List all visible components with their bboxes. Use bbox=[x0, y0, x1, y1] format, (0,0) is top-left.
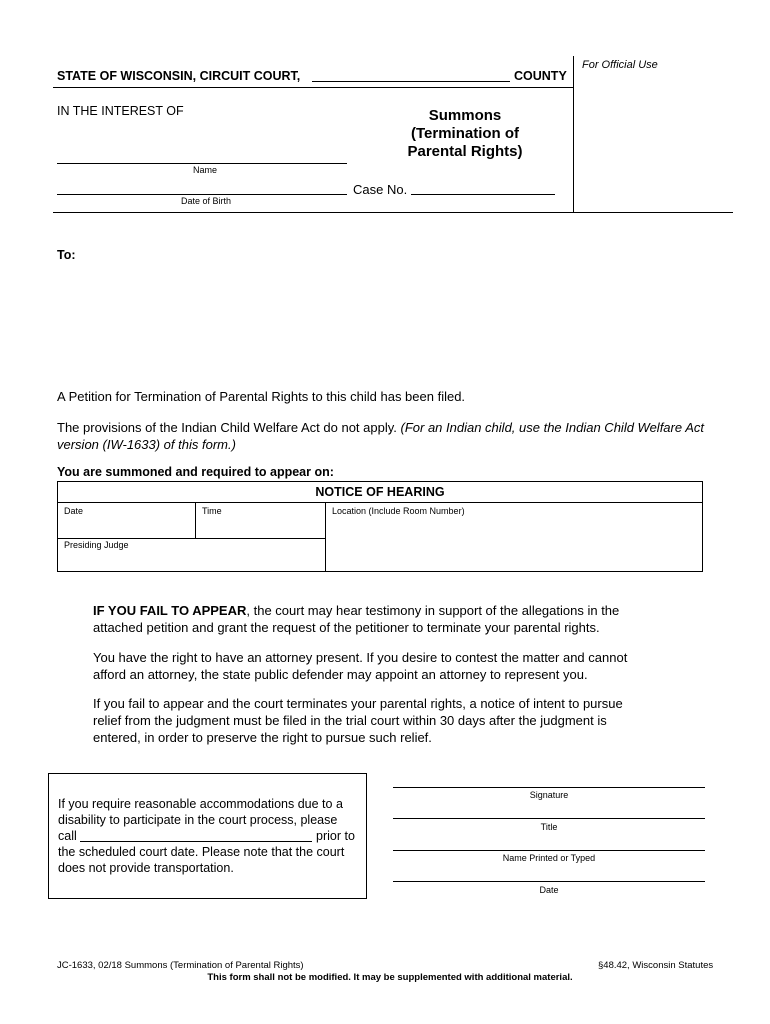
relief-paragraph: If you fail to appear and the court terminates your parental rights, a notice of intent to pursue relief from the judgment must be filed in the trial court within 30 days after the judgment is entered, in order to preserve the right to pursue such relief. bbox=[93, 696, 623, 745]
hearing-title-rule bbox=[57, 502, 702, 503]
footer-notice: This form shall not be modified. It may be supplemented with additional material. bbox=[207, 972, 573, 983]
official-use-divider bbox=[573, 56, 574, 212]
case-no-input[interactable] bbox=[411, 180, 555, 195]
date-of-birth-label: Date of Birth bbox=[181, 196, 232, 206]
accommodation-phone-input[interactable] bbox=[80, 827, 312, 842]
notice-of-hearing-title: NOTICE OF HEARING bbox=[315, 485, 445, 499]
form-title-line3: Parental Rights) bbox=[407, 143, 523, 160]
signature-label: Signature bbox=[529, 790, 569, 800]
attorney-paragraph: You have the right to have an attorney present. If you desire to contest the matter and cannot afford an attorney, the state public defender may appoint an attorney to represent you. bbox=[93, 650, 628, 682]
name-label: Name bbox=[193, 165, 218, 175]
hearing-location-cell[interactable]: Location (Include Room Number) bbox=[332, 506, 465, 516]
icwa-paragraph bbox=[57, 419, 707, 453]
fail-to-appear-rest: , the court may hear testimony in support of the allegations in the attached petition and grant the request of the petitioner to terminate your parental rights. bbox=[93, 603, 620, 635]
title-line bbox=[393, 818, 705, 819]
date-of-birth-input[interactable] bbox=[57, 180, 347, 195]
child-name-input[interactable] bbox=[57, 149, 347, 164]
accommodation-call-label: call bbox=[58, 829, 77, 843]
hearing-date-time-divider bbox=[195, 502, 196, 538]
hearing-date-cell[interactable]: Date bbox=[64, 506, 84, 516]
state-court-label: STATE OF WISCONSIN, CIRCUIT COURT, bbox=[57, 69, 301, 83]
date-line bbox=[393, 881, 705, 882]
caption-bottom-rule bbox=[53, 212, 733, 213]
form-title bbox=[380, 107, 550, 161]
date-label: Date bbox=[539, 885, 559, 895]
accommodation-line2: disability to participate in the court process, please bbox=[58, 813, 338, 827]
icwa-italic-text: (For an Indian child, use the Indian Child Welfare Act version (IW-1633) of this form.) bbox=[57, 420, 705, 452]
fail-to-appear-bold: IF YOU FAIL TO APPEAR bbox=[93, 603, 247, 618]
county-input[interactable] bbox=[312, 67, 510, 82]
signature-line bbox=[393, 787, 705, 788]
official-use-label: For Official Use bbox=[582, 59, 658, 71]
petition-filed-text: A Petition for Termination of Parental Rights to this child has been filed. bbox=[57, 389, 466, 404]
form-title-line2: (Termination of bbox=[410, 125, 520, 142]
accommodation-prior-label: prior to bbox=[316, 829, 355, 843]
hearing-time-cell[interactable]: Time bbox=[202, 506, 222, 516]
in-interest-of-label: IN THE INTEREST OF bbox=[57, 104, 184, 118]
hearing-location-divider bbox=[325, 502, 326, 571]
name-printed-line bbox=[393, 850, 705, 851]
summoned-text: You are summoned and required to appear on: bbox=[57, 465, 334, 479]
title-label: Title bbox=[540, 822, 558, 832]
presiding-judge-cell[interactable]: Presiding Judge bbox=[64, 540, 129, 550]
fail-to-appear-paragraph bbox=[93, 602, 643, 636]
to-label: To: bbox=[57, 248, 76, 262]
form-id: JC-1633, 02/18 Summons (Termination of Parental Rights) bbox=[57, 960, 304, 971]
header-rule bbox=[53, 87, 573, 88]
accommodation-line5: does not provide transportation. bbox=[58, 861, 234, 875]
hearing-judge-rule bbox=[57, 538, 325, 539]
name-printed-label: Name Printed or Typed bbox=[502, 853, 596, 863]
accommodation-line1: If you require reasonable accommodations due to a bbox=[58, 797, 343, 811]
form-title-line1: Summons bbox=[428, 107, 502, 124]
icwa-text: The provisions of the Indian Child Welfare Act do not apply. bbox=[57, 420, 397, 435]
statute-reference: §48.42, Wisconsin Statutes bbox=[598, 960, 714, 971]
accommodation-line4: the scheduled court date. Please note that the court bbox=[58, 845, 345, 859]
case-no-label: Case No. bbox=[353, 182, 408, 197]
county-label: COUNTY bbox=[514, 69, 567, 83]
